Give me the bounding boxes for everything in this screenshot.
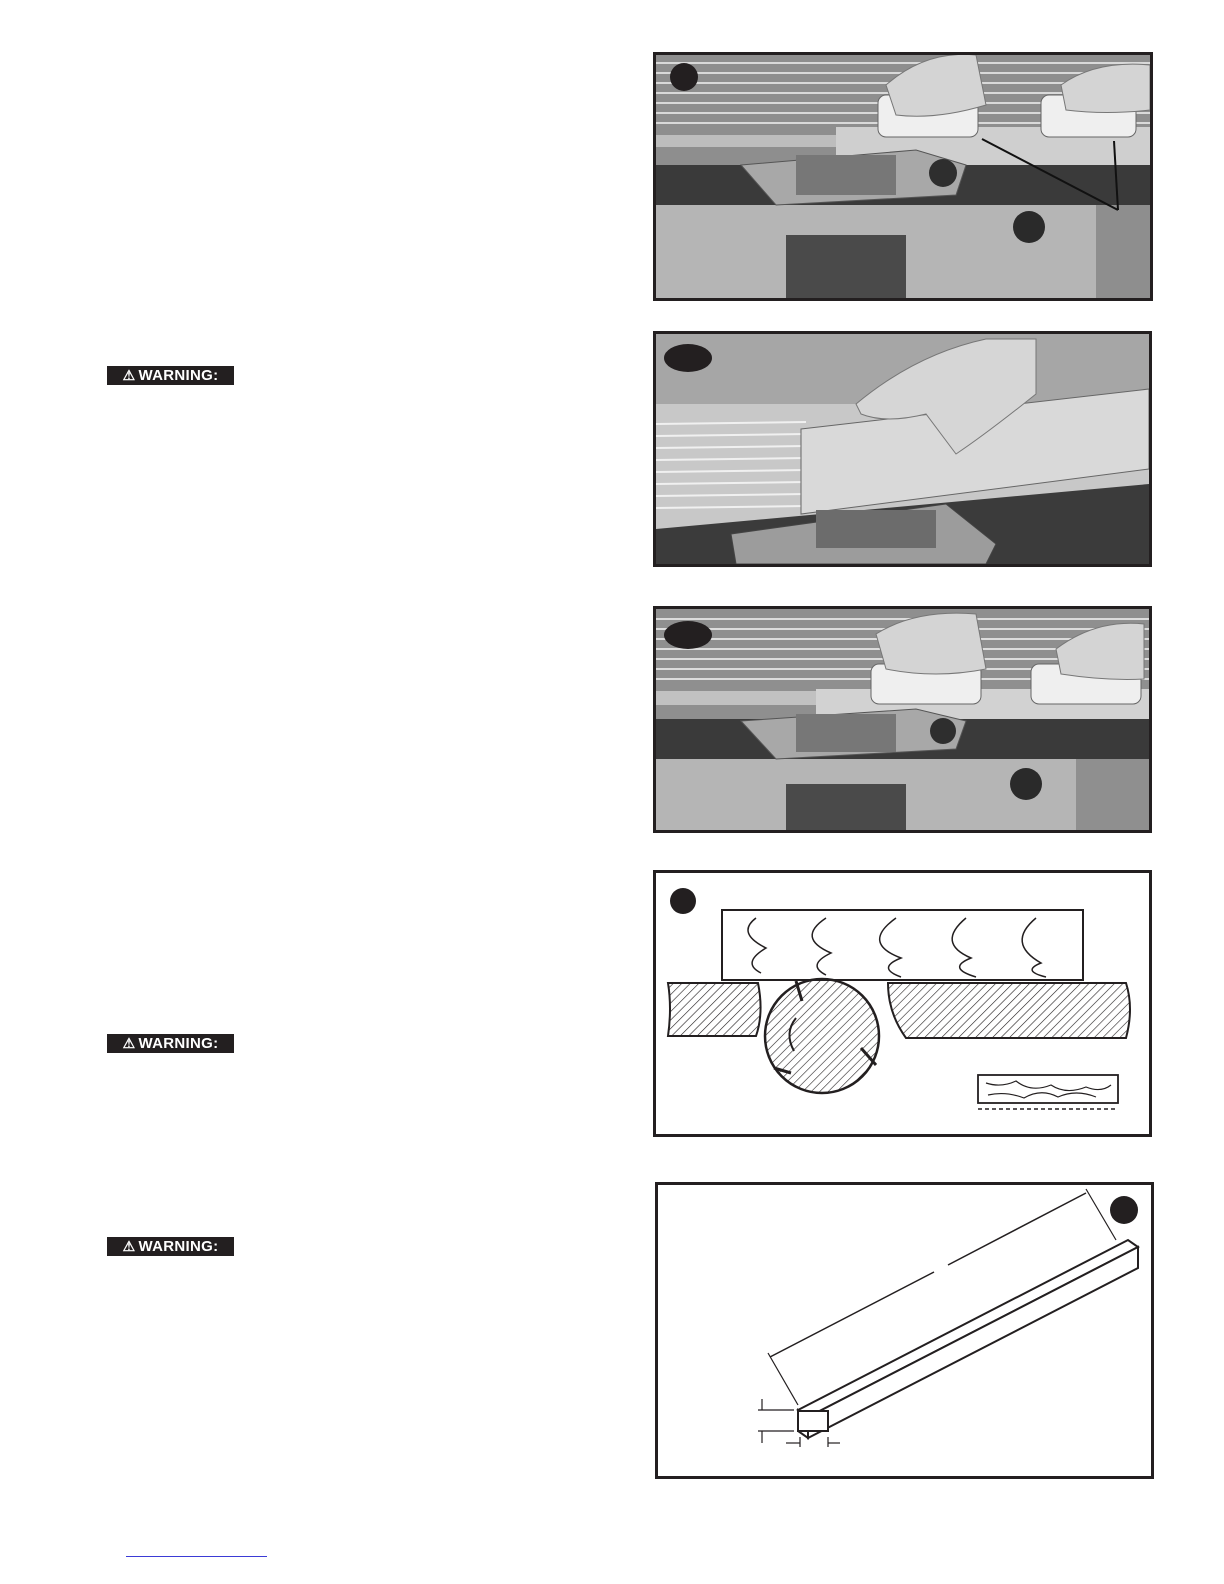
figure-photo-push-blocks	[653, 52, 1153, 301]
warning-label-3: ⚠ WARNING:	[107, 1237, 234, 1256]
warning-triangle-icon: ⚠	[122, 1035, 136, 1051]
warning-label-2: ⚠ WARNING:	[107, 1034, 234, 1053]
figure-number-badge	[664, 621, 712, 649]
figure-number-badge	[1110, 1196, 1138, 1224]
figure-photo-fence-hold	[653, 331, 1152, 567]
figure-number-badge	[670, 888, 696, 914]
figure-number-badge	[664, 344, 712, 372]
figure-photo-feeding	[653, 606, 1152, 833]
figure-illustration-strip	[655, 1182, 1154, 1479]
warning-label-1: ⚠ WARNING:	[107, 366, 234, 385]
warning-triangle-icon: ⚠	[122, 1238, 136, 1254]
figure-number-badge	[670, 63, 698, 91]
figure-illustration-cutterhead	[653, 870, 1152, 1137]
footer-link-underline[interactable]	[126, 1556, 267, 1557]
warning-triangle-icon: ⚠	[122, 367, 136, 383]
